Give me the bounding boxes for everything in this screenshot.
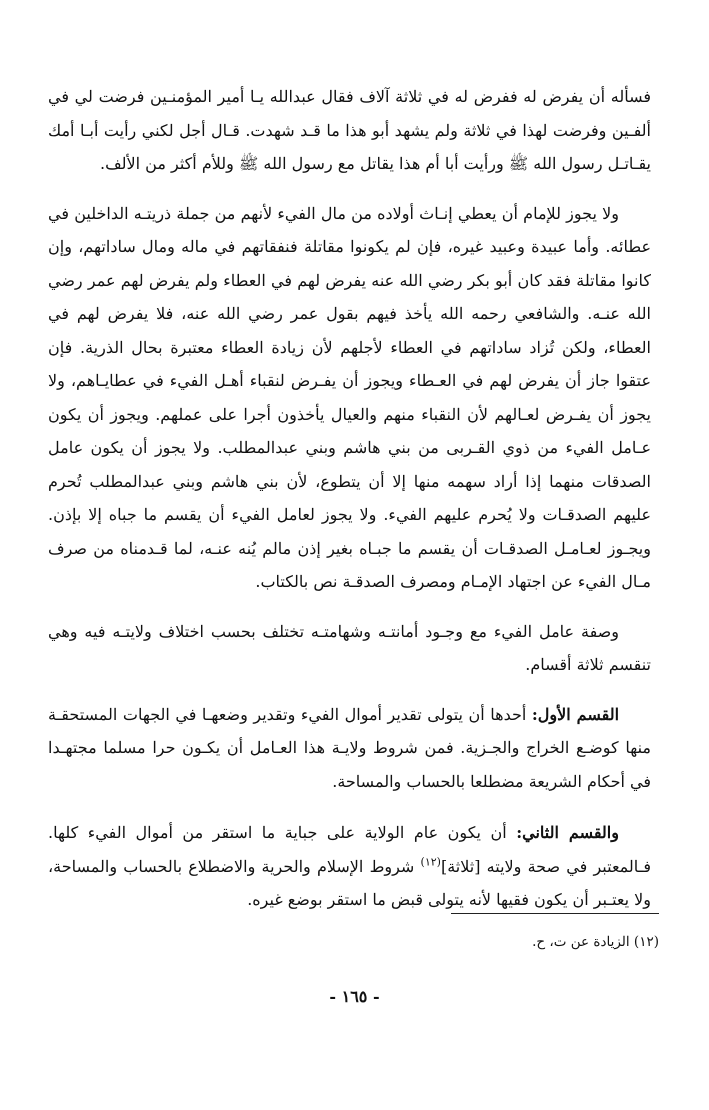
page-number: - ١٦٥ -: [329, 987, 380, 1006]
paragraph-1-text: فسأله أن يفرض له ففرض له في ثلاثة آلاف فقال عبدالله يـا أمير المؤمنـين فرضت لي في ألفـين وفرضت لهذا في ثلاثة ولم يشهد أبو هذا ما قـد شهدت. قـال أجل لكني رأيت أبـا أمك يقـاتـل رسول الله ﷺ ورأيت أبا أم هذا يقاتل مع رسول الله ﷺ وللأم أكثر من الألف.: [48, 87, 651, 173]
paragraph-2-text: ولا يجوز للإمام أن يعطي إنـاث أولاده من مال الفيء لأنهم من جملة ذريتـه الداخلين في عطائه. وأما عبيدة وعبيد غيره، فإن لم يكونوا مقاتلة فنفقاتهم في ماله ومال ساداتهم، وإن كانوا مقاتلة فقد كان أبو بكر رضي الله عنه يفرض لهم في العطاء ولم يفرض لهم عمر رضي الله عنـه. والشافعي رحمه الله يأخذ فيهم بقول عمر رضي الله عنه، فلا يفرض لهم في العطاء، ولكن تُزاد ساداتهم في العطاء لأجلهم لأن زيادة العطاء معتبرة بحال الذرية. فإن عتقوا جاز أن يفرض لهم في العـطاء ويجوز أن يفـرض لنقباء أهـل الفيء في عطايـاهم، ولا يجوز أن يفـرض لعـالهم لأن النقباء منهم والعيال يأخذون أجرا على عملهم. ويجوز أن يكون عـامل الفيء من ذوي القـربى من بني هاشم وبني عبدالمطلب. ولا يجوز أن يكون عامل الصدقات منهما إذا أراد سهمه منها إلا أن يتطوع، لأن بني هاشم وبني عبدالمطلب تُحرم عليهم الصدقـات ولا يُحرم عليهم الفيء. ولا يجوز لعامل الفيء أن يقسم ما جباه إلا بإذن. ويجـوز لعـامـل الصدقـات أن يقسم ما جبـاه بغير إذن مالم يُنه عنـه، لما قـدمناه من صرف مـال الفيء عن اجتهاد الإمـام ومصرف الصدقـة نص بالكتاب.: [48, 203, 652, 591]
main-text-body: [48, 80, 651, 917]
paragraph-1: [48, 80, 651, 181]
paragraph-2: [48, 197, 651, 599]
paragraph-3-text: وصفة عامل الفيء مع وجـود أمانتـه وشهامتـه تختلف بحسب اختلاف ولايتـه فيه وهي تنقسم ثلاثة أقسام.: [48, 621, 651, 674]
paragraph-5-text-after-ref: شروط الإسلام والحرية والاضطلاع بالحساب والمساحة، ولا يعتـبر أن يكون فقيها لأنه يتولى قبض ما استقر بوضع غيره.: [48, 856, 651, 909]
section-label-second: والقسم الثاني:: [516, 823, 619, 842]
footnote-divider: [451, 913, 659, 914]
section-label-first: القسم الأول:: [531, 704, 620, 724]
paragraph-4-text: أحدها أن يتولى تقدير أموال الفيء وتقدير وضعهـا في الجهات المستحقـة منها كوضـع الخراج والجـزية. فمن شروط ولايـة هذا العـامل أن يكـون حرا مسلما مجتهـدا في أحكام الشريعة مضطلعا بالحساب والمساحة.: [48, 704, 652, 791]
paragraph-5: [48, 816, 651, 917]
paragraph-3: [48, 615, 651, 682]
paragraph-5-text-before-ref: أن يكون عام الولاية على جباية ما استقر من أموال الفيء كلها. فـالمعتبر في صحة ولايته [ثلاثة]: [48, 823, 651, 876]
footnote: [532, 932, 659, 952]
paragraph-4: [48, 698, 651, 799]
footnote-reference: (١٢): [420, 855, 441, 869]
footnote-text: (١٢) الزيادة عن ت، ح.: [532, 934, 659, 950]
